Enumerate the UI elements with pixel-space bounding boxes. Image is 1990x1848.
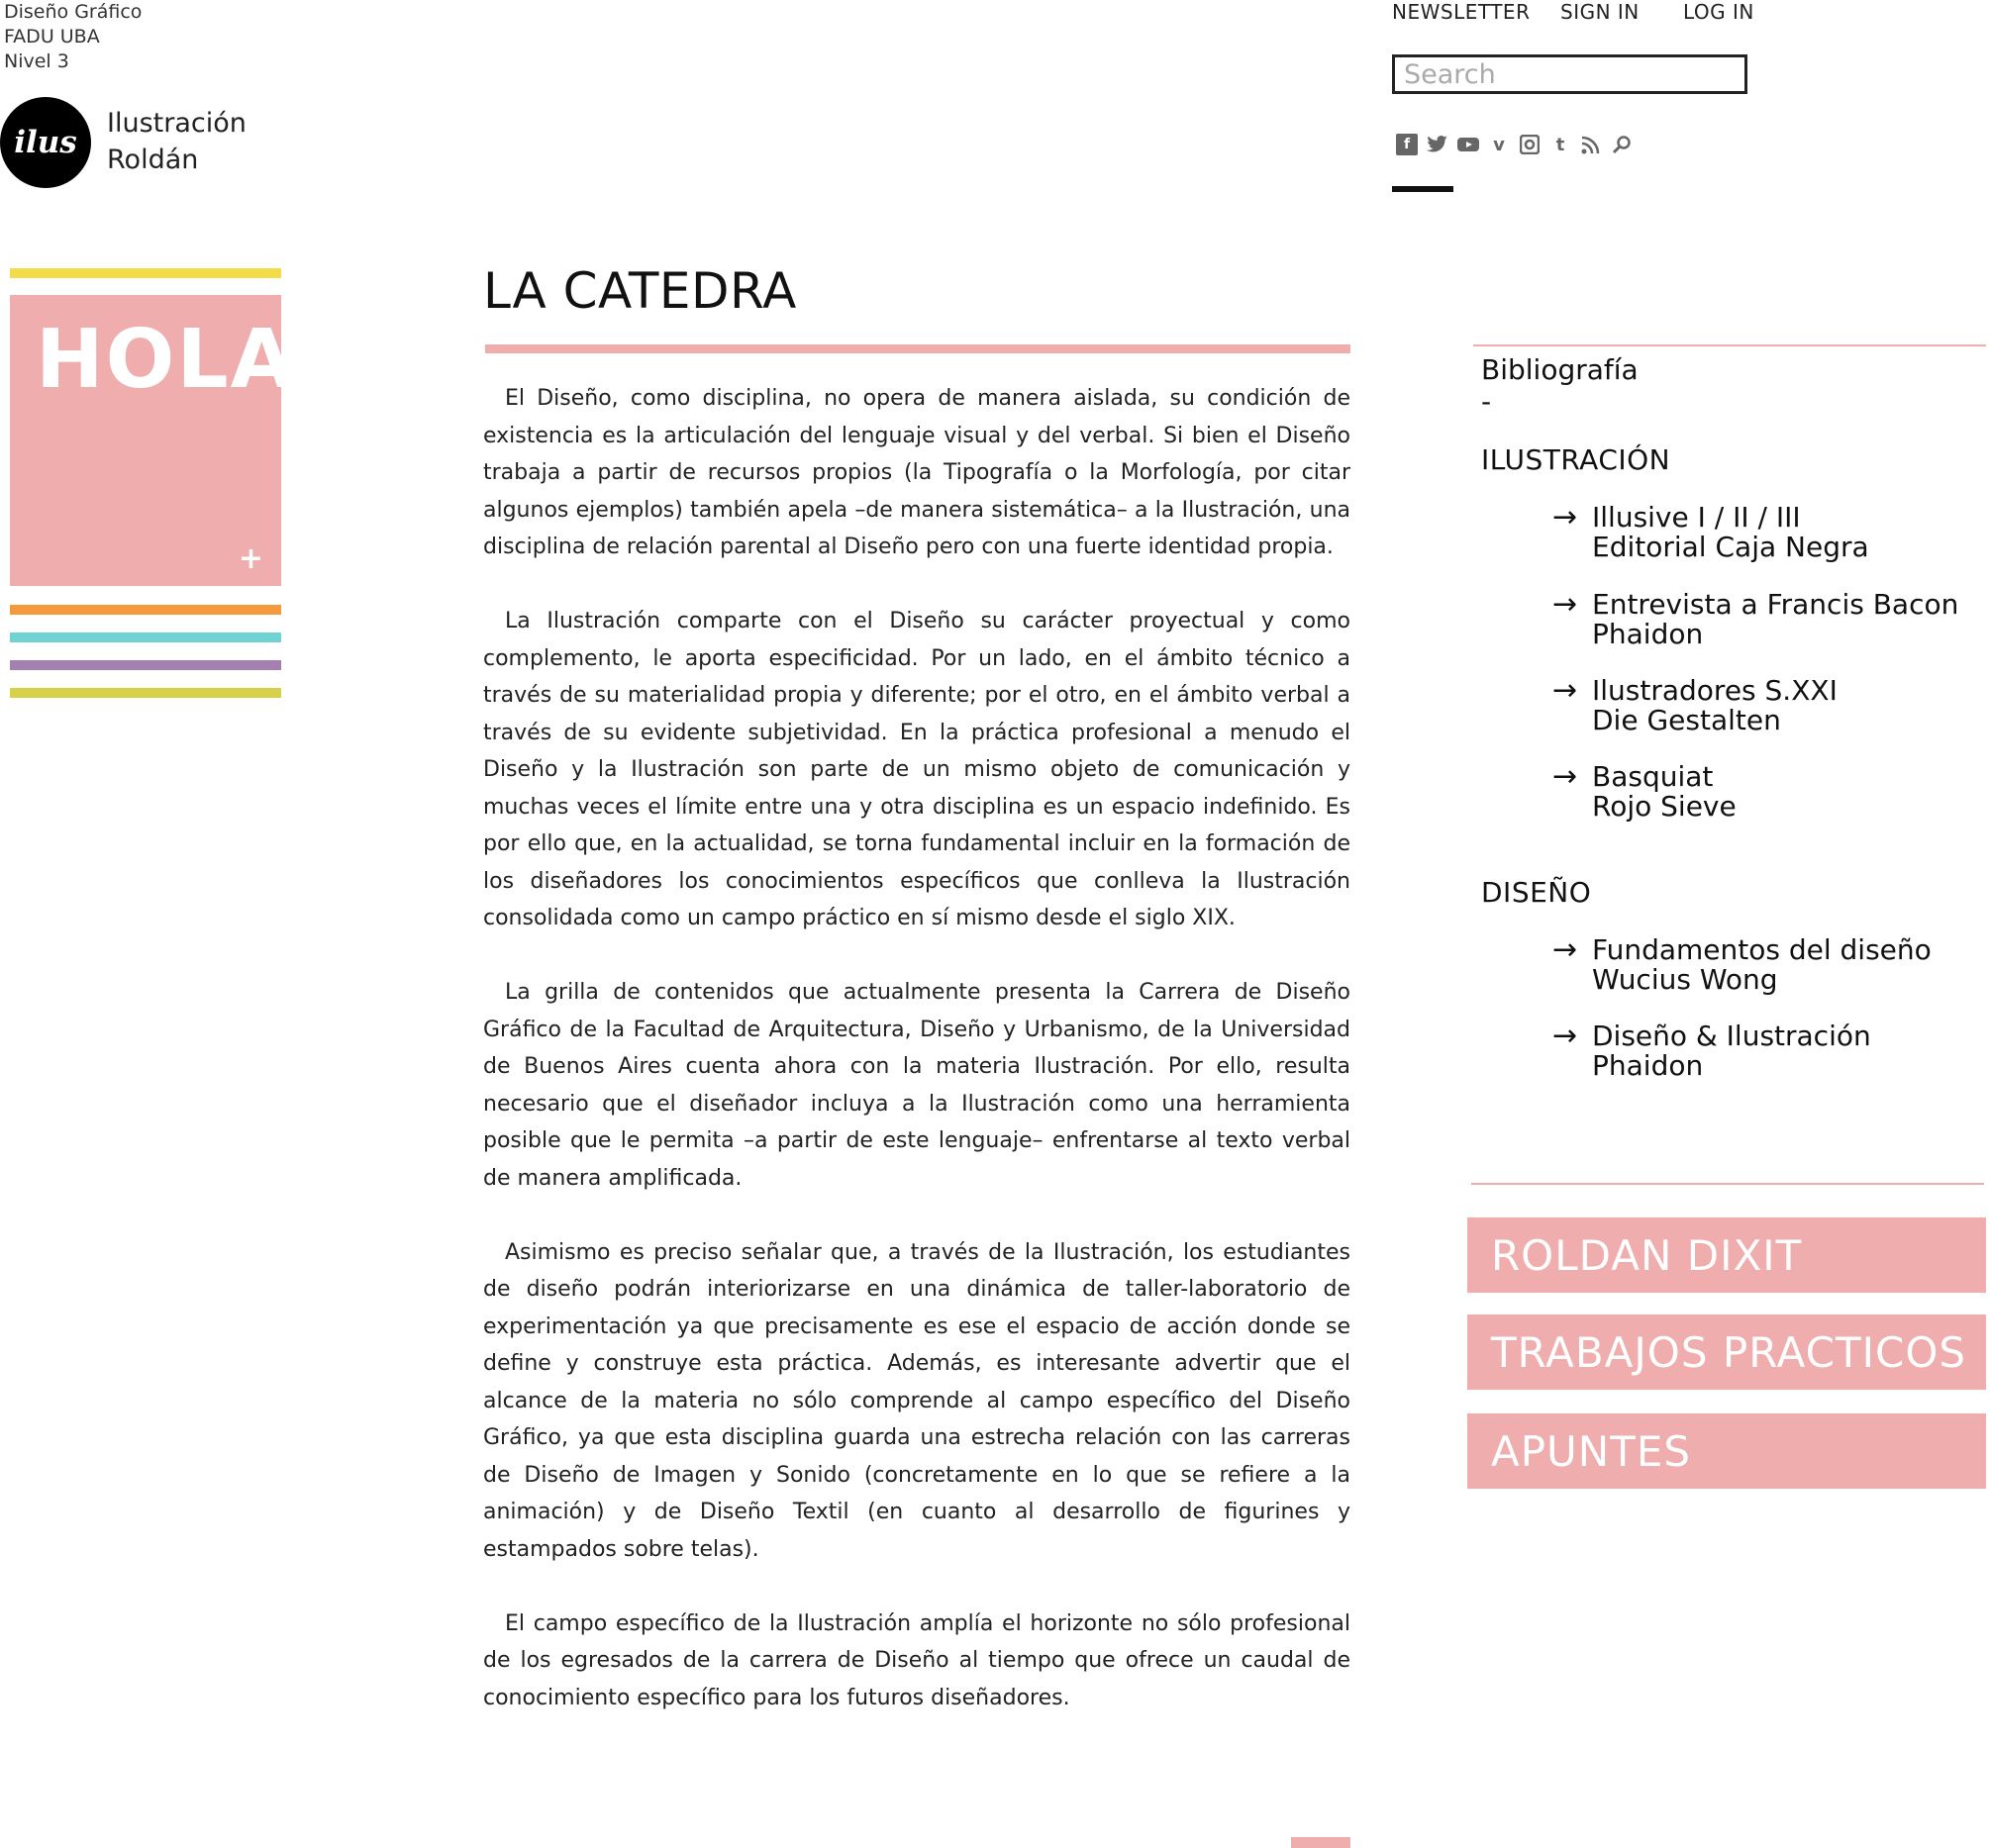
logo-text-line: Ilustración — [107, 108, 247, 139]
arrow-right-icon: → — [1552, 1019, 1578, 1053]
book-publisher: Die Gestalten — [1592, 704, 1781, 736]
site-info-line: Nivel 3 — [4, 50, 69, 72]
purple-stripe — [10, 660, 281, 670]
book-publisher: Rojo Sieve — [1592, 790, 1737, 823]
apuntes-button[interactable]: APUNTES — [1467, 1413, 1986, 1489]
book-title: Diseño & Ilustración — [1592, 1020, 1871, 1052]
facebook-icon[interactable]: f — [1396, 134, 1418, 155]
hola-title: HOLA — [36, 313, 296, 407]
article-paragraph: El Diseño, como disciplina, no opera de manera aislada, su condición de existencia es la articulación del lenguaje visual y del verbal. Si bien el Diseño trabaja a partir de recursos propios (la Tipografía o la Morfología, por citar algunos ejemplos) también apela –de manera sistemática– a la Ilustración, una disciplina de relación parental al Diseño pero con una fuerte identidad propia. — [483, 386, 1350, 559]
log-in-link[interactable]: LOG IN — [1683, 0, 1754, 24]
book-title: Fundamentos del diseño — [1592, 933, 1932, 966]
article-body — [483, 380, 1350, 1754]
sidebar-divider-bottom — [1471, 1183, 1984, 1185]
trabajos-practicos-button[interactable]: TRABAJOS PRACTICOS — [1467, 1314, 1986, 1390]
arrow-right-icon: → — [1552, 759, 1578, 794]
social-icons — [1396, 133, 1633, 156]
book-link[interactable] — [1552, 587, 1959, 650]
bibliography-dash: - — [1481, 385, 1492, 418]
book-publisher: Editorial Caja Negra — [1592, 531, 1869, 563]
arrow-right-icon: → — [1552, 932, 1578, 967]
logo-text[interactable] — [107, 105, 247, 178]
book-title: Illusive I / II / III — [1592, 501, 1801, 534]
logo[interactable]: ilus — [0, 97, 91, 188]
book-link[interactable] — [1552, 1021, 1871, 1081]
book-title: Entrevista a Francis Bacon — [1592, 588, 1959, 621]
page-title: LA CATEDRA — [483, 262, 797, 320]
search-box — [1392, 54, 1747, 94]
book-link[interactable] — [1552, 932, 1932, 996]
teal-stripe — [10, 632, 281, 642]
logo-text-line: Roldán — [107, 145, 199, 175]
search-icon[interactable] — [1611, 134, 1633, 155]
site-info — [4, 0, 142, 74]
tumblr-icon[interactable]: t — [1555, 134, 1565, 155]
newsletter-link[interactable]: NEWSLETTER — [1392, 0, 1531, 24]
book-title: Ilustradores S.XXI — [1592, 674, 1838, 707]
article-paragraph: Asimismo es preciso señalar que, a través de la Ilustración, los estudiantes de diseño podrán interiorizarse en una dinámica de taller-laboratorio de experimentación ya que precisamente es ese el espacio de acción donde se define y construye esta práctica. Además, es interesante advertir que el alcance de la materia no sólo comprende al campo específico del Diseño Gráfico, ya que esta disciplina guarda una estrecha relación con las carreras de Diseño de Imagen y Sonido (concretamente en lo que se refiere a la animación) y de Diseño Textil (en cuanto al desarrollo de figurines y estampados sobre telas). — [483, 1239, 1350, 1562]
vimeo-icon[interactable]: v — [1493, 134, 1505, 155]
rss-icon[interactable] — [1580, 134, 1602, 155]
book-publisher: Wucius Wong — [1592, 963, 1778, 996]
footer-accent — [1291, 1837, 1350, 1848]
title-divider — [485, 344, 1350, 353]
orange-stripe — [10, 605, 281, 615]
book-link[interactable] — [1552, 759, 1737, 823]
active-indicator — [1392, 186, 1453, 192]
instagram-icon[interactable] — [1519, 134, 1541, 155]
sign-in-link[interactable]: SIGN IN — [1560, 0, 1640, 24]
book-link[interactable] — [1552, 673, 1838, 736]
arrow-right-icon: → — [1552, 587, 1578, 622]
sidebar-divider-top — [1473, 344, 1986, 346]
book-title: Basquiat — [1592, 760, 1714, 793]
book-publisher: Phaidon — [1592, 1049, 1704, 1082]
hola-box[interactable] — [10, 295, 296, 586]
site-info-line: Diseño Gráfico — [4, 1, 143, 23]
article-paragraph: El campo específico de la Ilustración amplía el horizonte no sólo profesional de los egresados de la carrera de Diseño al tiempo que ofrece un caudal de conocimiento específico para los futuros diseñadores. — [483, 1610, 1350, 1710]
youtube-icon[interactable] — [1457, 134, 1479, 155]
arrow-right-icon: → — [1552, 673, 1578, 708]
section-heading-diseno: DISEÑO — [1481, 876, 1592, 909]
article-paragraph: La Ilustración comparte con el Diseño su carácter proyectual y como complemento, le aporta especificidad. Por un lado, en el ámbito técnico a través de su materialidad propia y diferente; por el otro, en el ámbito verbal a través de su evidente subjetividad. En la práctica profesional a menudo el Diseño y la Ilustración son parte de un mismo objeto de comunicación y muchas veces el límite entre una y otra disciplina es un espacio indefinido. Es por ello que, en la actualidad, se torna fundamental incluir en la formación de los diseñadores los conocimientos específicos que conlleva la Ilustración consolidada como un campo práctico en sí mismo desde el siglo XIX. — [483, 609, 1350, 930]
twitter-icon[interactable] — [1427, 134, 1448, 155]
plus-icon[interactable]: + — [238, 541, 263, 576]
roldan-dixit-button[interactable]: ROLDAN DIXIT — [1467, 1217, 1986, 1293]
article-paragraph: La grilla de contenidos que actualmente presenta la Carrera de Diseño Gráfico de la Facultad de Arquitectura, Diseño y Urbanismo, de la Universidad de Buenos Aires cuenta ahora con la materia Ilustración. Por ello, resulta necesario que el diseñador incluya a la Ilustración como una herramienta posible que le permita –a partir de este lenguaje– enfrentarse al texto verbal de manera amplificada. — [483, 980, 1350, 1191]
bibliography-title: Bibliografía — [1481, 353, 1639, 386]
book-link[interactable] — [1552, 500, 1869, 563]
olive-stripe — [10, 688, 281, 698]
arrow-right-icon: → — [1552, 500, 1578, 535]
book-publisher: Phaidon — [1592, 618, 1704, 650]
search-input[interactable] — [1395, 57, 1744, 91]
site-info-line: FADU UBA — [4, 26, 100, 48]
yellow-stripe — [10, 268, 281, 278]
section-heading-ilustracion: ILUSTRACIÓN — [1481, 443, 1671, 476]
bibliography-heading — [1481, 354, 1639, 418]
